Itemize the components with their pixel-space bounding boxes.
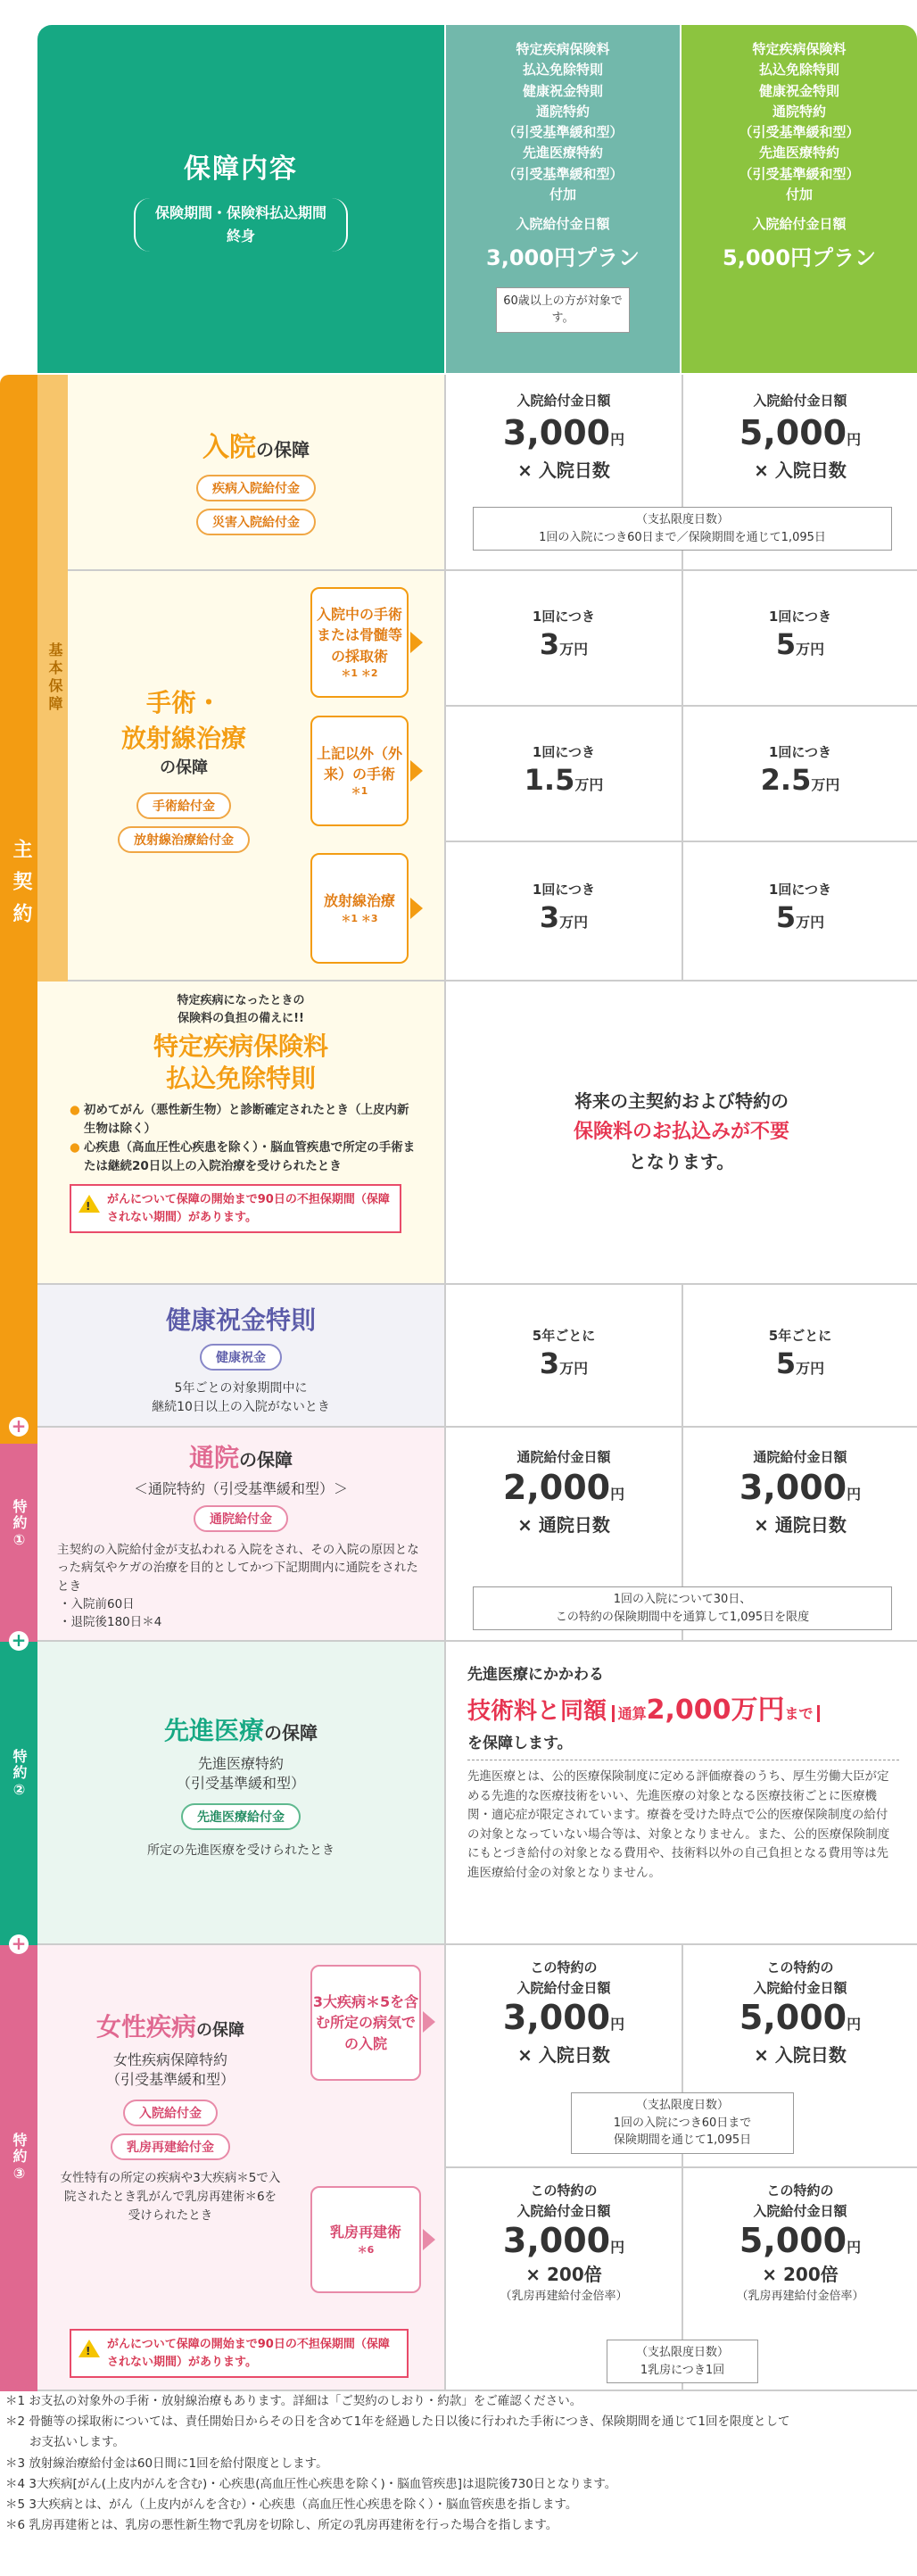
footnote-1: ＊1 お支払の対象外の手術・放射線治療もあります。詳細は「ご契約のしおり・約款」をご確認ください。: [5, 2394, 582, 2408]
advanced-note: 先進医療とは、公的医療保険制度に定める評価療養のうち、厚生労働大臣が定める先進的な医療技術をいい、先進医療の対象となる医療技術ごとに医療機関・適応症が限定されています。療養を受けた時点で公的医療保険制度の給付の対象となっていない場合等は、対象となりません。また、公的医療保険制度にもとづき給付の対象となる費用や、技術料以外の自己負担となる費用等は先進医療給付金の対象となりません。: [467, 1769, 890, 1880]
female-recon-b: この特約の 入院給付金日額 5,000円 × 200倍 （乳房再建給付金倍率）: [682, 2168, 917, 2391]
bonus-section: [37, 1285, 444, 1428]
outpatient-limit: 1回の入院について30日、 この特約の保険期間中を通算して1,095日を限度: [473, 1586, 892, 1630]
plan-b-amount: 5,000円プラン: [723, 245, 876, 271]
bullet-icon: ●: [70, 1102, 80, 1117]
plan-a-amount: 3,000円プラン: [486, 245, 640, 271]
arrow-right-icon: [423, 2011, 435, 2033]
bonus-a: 5年ごとに 3万円: [444, 1285, 682, 1428]
plan-b-lines: 特定疾病保険料 払込免除特則 健康祝金特則 通院特約 （引受基準緩和型） 先進医療特約 （引受基準緩和型） 付加: [739, 41, 860, 203]
outpatient-title-suffix: の保障: [239, 1449, 293, 1470]
header-period: [134, 198, 348, 251]
hospital-section: [68, 375, 444, 571]
plan-a-label: 入院給付金日額: [516, 216, 610, 232]
plan-3000-header: [446, 25, 680, 373]
surgery-r3-b: 1回につき 5万円: [682, 842, 917, 982]
surgery-section: [68, 571, 444, 982]
footnotes: [5, 2391, 912, 2537]
hospital-a-times: × 入院日数: [517, 459, 610, 481]
footnote-5: ＊5 3大疾病とは、がん（上皮内がんを含む）・心疾患（高血圧性心疾患を除く）・脳血管疾患を指します。: [5, 2497, 578, 2513]
header-period-value: 終身: [226, 228, 255, 244]
advanced-intro: 先進医療にかかわる: [467, 1666, 604, 1684]
bullet-icon: ●: [70, 1139, 80, 1155]
female-desc: 女性特有の所定の疾病や3大疾病＊5で入院されたとき乳がんで乳房再建術＊6を受けられたとき: [60, 2170, 281, 2223]
plan-a-note: 60歳以上の方が対象です。: [496, 287, 630, 332]
surgery-title-2: 放射線治療: [120, 724, 246, 753]
rider3-label: 特約③: [11, 2133, 28, 2183]
accident-hospital-pill: 災害入院給付金: [196, 509, 316, 535]
arrow-right-icon: [423, 2229, 435, 2250]
hospital-b-amount: 5,000: [739, 412, 847, 452]
advanced-result: [444, 1642, 917, 1945]
waiver-result-2: 保険料のお払込みが不要: [573, 1121, 789, 1143]
surgery-r2-b: 1回につき 2.5万円: [682, 707, 917, 842]
surgery-r2-a: 1回につき 1.5万円: [444, 707, 682, 842]
waiver-result: [444, 982, 917, 1285]
plus-icon: +: [9, 1631, 29, 1651]
female-pill-2: 乳房再建給付金: [111, 2133, 230, 2160]
header-coverage: [37, 25, 444, 373]
arrow-right-icon: [410, 898, 423, 919]
waiver-warning: ! がんについて保障の開始まで90日の不担保期間（保障されない期間）があります。: [70, 1184, 401, 1233]
outpatient-sub: ＜通院特約（引受基準緩和型）＞: [133, 1480, 348, 1497]
hospital-a-unit: 円: [610, 430, 625, 448]
hospital-a-amount: 3,000: [502, 412, 611, 452]
arrow-right-icon: [410, 632, 423, 653]
hospital-title-suffix: の保障: [256, 439, 310, 460]
outpatient-desc: 主契約の入院給付金が支払われる入院をされ、その入院の原因となった病気やケガの治療を目的としてかつ下記期間内に通院をされたとき: [57, 1543, 419, 1594]
surgery-outpatient-box: 上記以外（外来）の手術 ＊1: [310, 716, 409, 826]
footnote-2: ＊2 骨髄等の採取術については、責任開始日からその日を含めて1年を経過した日以後に行われた手術につき、保険期間を通じて1回を限度として: [5, 2414, 790, 2430]
main-contract-label: 主契約: [10, 839, 32, 935]
outpatient-a: 通院給付金日額 2,000円 × 通院日数: [444, 1428, 682, 1642]
waiver-intro: 特定疾病になったときの 保険料の負担の備えに!!: [177, 994, 305, 1025]
plus-icon: +: [9, 1417, 29, 1437]
hospital-a-label: 入院給付金日額: [516, 393, 611, 409]
bonus-title: 健康祝金特則: [165, 1305, 316, 1335]
surgery-title-1: 手術・: [145, 688, 221, 717]
outpatient-b: 通院給付金日額 3,000円 × 通院日数: [682, 1428, 917, 1642]
advanced-section: [37, 1642, 444, 1945]
surgery-inpatient-box: 入院中の手術または骨髄等の採取術 ＊1 ＊2: [310, 587, 409, 698]
arrow-right-icon: [410, 760, 423, 782]
outpatient-pill: 通院給付金: [194, 1505, 288, 1532]
surgery-pill: 手術給付金: [136, 792, 231, 819]
hospital-b-label: 入院給付金日額: [753, 393, 847, 409]
advanced-title-suffix: の保障: [264, 1722, 318, 1744]
plan-5000-header: [682, 25, 917, 373]
female-title: 女性疾病: [95, 2012, 196, 2042]
footnote-3: ＊3 放射線治療給付金は60日間に1回を給付限度とします。: [5, 2456, 328, 2471]
hospital-title: 入院: [202, 432, 256, 463]
female-title-suffix: の保障: [196, 2021, 244, 2040]
footnote-2-cont: お支払いします。: [5, 2435, 125, 2450]
plus-icon: +: [9, 1934, 29, 1954]
female-hospital-box: 3大疾病＊5を含む所定の病気での入院: [310, 1965, 421, 2081]
header-period-label: 保険期間・保険料払込期間: [154, 204, 326, 222]
advanced-sub: 先進医療特約 （引受基準緩和型）: [176, 1755, 305, 1793]
female-section: [37, 1945, 444, 2391]
female-hosp-a: この特約の 入院給付金日額 3,000円 × 入院日数: [444, 1945, 682, 2168]
female-sub: 女性疾病保障特約 （引受基準緩和型）: [105, 2051, 235, 2089]
female-reconstruct-box: 乳房再建術 ＊6: [310, 2186, 421, 2293]
bonus-pill: 健康祝金: [200, 1344, 282, 1371]
waiver-result-3: となります。: [628, 1151, 735, 1172]
footnote-6: ＊6 乳房再建術とは、乳房の悪性新生物で乳房を切除し、所定の乳房再建術を行った場合を指します。: [5, 2518, 558, 2533]
advanced-desc: 所定の先進医療を受けられたとき: [147, 1843, 335, 1858]
surgery-r1-b: 1回につき 5万円: [682, 571, 917, 707]
female-recon-limit: （支払限度日数） 1乳房につき1回: [607, 2340, 758, 2383]
basic-coverage-label: 基本保障: [46, 642, 63, 714]
waiver-section: [37, 982, 444, 1285]
waiver-title: 特定疾病保険料 払込免除特則: [153, 1031, 328, 1094]
radiation-pill: 放射線治療給付金: [118, 826, 250, 853]
female-hosp-b: この特約の 入院給付金日額 5,000円 × 入院日数: [682, 1945, 917, 2168]
radiation-box: 放射線治療 ＊1 ＊3: [310, 853, 409, 964]
hospital-b-unit: 円: [847, 430, 862, 448]
surgery-r3-a: 1回につき 3万円: [444, 842, 682, 982]
footnote-4: ＊4 3大疾病[がん(上皮内がんを含む)・心疾患(高血圧性心疾患を除く)・脳血管疾患]は退院後730日となります。: [5, 2476, 617, 2491]
surgery-r1-a: 1回につき 3万円: [444, 571, 682, 707]
surgery-title-3: の保障: [160, 758, 208, 777]
bonus-b: 5年ごとに 5万円: [682, 1285, 917, 1428]
outpatient-title: 通院: [188, 1443, 239, 1472]
plan-b-label: 入院給付金日額: [752, 216, 847, 232]
advanced-main: 技術料と同額 通算2,000万円まで: [467, 1687, 899, 1727]
female-warning: ! がんについて保障の開始まで90日の不担保期間（保障されない期間）があります。: [70, 2329, 409, 2378]
rider1-label: 特約①: [11, 1499, 28, 1550]
outpatient-section: [37, 1428, 444, 1642]
female-hosp-limit: （支払限度日数） 1回の入院につき60日まで 保険期間を通じて1,095日: [571, 2092, 794, 2154]
waiver-conditions: ● 初めてがん（悪性新生物）と診断確定されたとき（上皮内新生物は除く） ● 心疾患（高血圧性心疾患を除く）・脳血管疾患で所定の手術または継続20日以上の入院治療を受けられたとき: [70, 1102, 416, 1173]
advanced-pill: 先進医療給付金: [181, 1803, 301, 1830]
plan-a-lines: 特定疾病保険料 払込免除特則 健康祝金特則 通院特約 （引受基準緩和型） 先進医療特約 （引受基準緩和型） 付加: [502, 41, 624, 203]
waiver-result-1: 将来の主契約および特約の: [574, 1090, 789, 1112]
rider2-label: 特約②: [11, 1749, 28, 1800]
female-recon-a: この特約の 入院給付金日額 3,000円 × 200倍 （乳房再建給付金倍率）: [444, 2168, 682, 2391]
bonus-desc: 5年ごとの対象期間中に 継続10日以上の入院がないとき: [152, 1381, 330, 1414]
advanced-title: 先進医療: [163, 1716, 264, 1745]
hospital-b-times: × 入院日数: [754, 459, 847, 481]
outpatient-periods: ・入院前60日 ・退院後180日＊4: [59, 1596, 162, 1629]
header-title: 保障内容: [184, 153, 298, 186]
hospital-limit-note: （支払限度日数） 1回の入院につき60日まで／保険期間を通じて1,095日: [473, 507, 892, 551]
advanced-end: を保障します。: [467, 1730, 899, 1760]
illness-hospital-pill: 疾病入院給付金: [196, 475, 316, 501]
female-pill-1: 入院給付金: [123, 2100, 218, 2126]
